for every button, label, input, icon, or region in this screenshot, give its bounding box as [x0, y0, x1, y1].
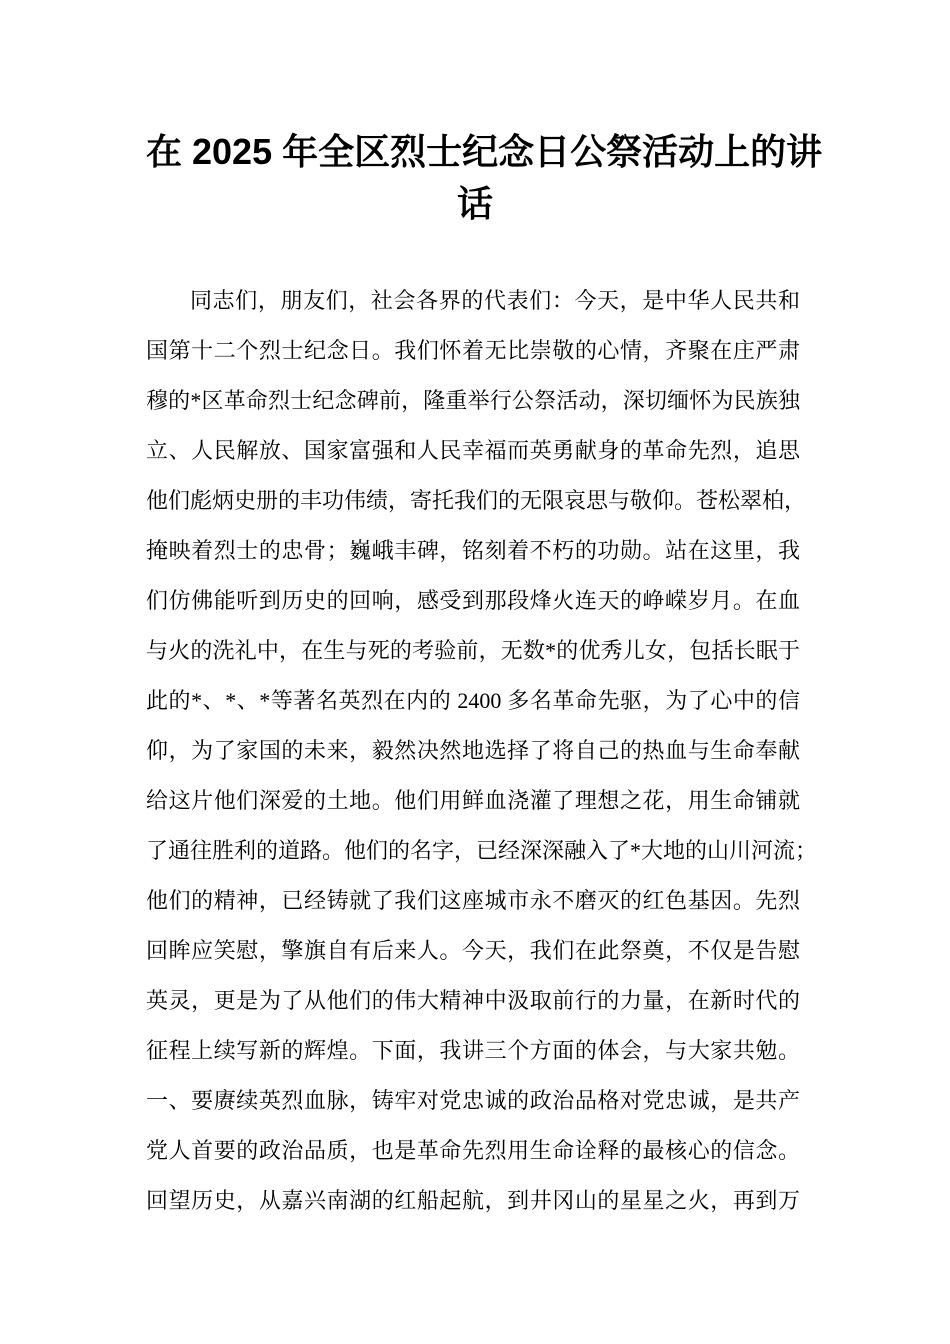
body-text-line: 征程上续写新的辉煌。下面，我讲三个方面的体会，与大家共勉。	[146, 1038, 800, 1063]
body-text-line: 回眸应笑慰，擎旗自有后来人。今天，我们在此祭奠，不仅是告慰	[146, 938, 800, 963]
document-title-line: 话	[456, 183, 493, 224]
document-title-line: 在 2025 年全区烈士纪念日公祭活动上的讲	[146, 131, 823, 172]
body-text-line: 同志们，朋友们，社会各界的代表们：今天，是中华人民共和	[190, 288, 800, 313]
body-text-line: 此的*、*、*等著名英烈在内的 2400 多名革命先驱，为了心中的信	[146, 688, 800, 713]
document-title	[146, 126, 823, 230]
body-text-line: 党人首要的政治品质，也是革命先烈用生命诠释的最核心的信念。	[146, 1138, 800, 1163]
body-text-line: 立、人民解放、国家富强和人民幸福而英勇献身的革命先烈，追思	[146, 438, 800, 463]
body-text-line: 回望历史，从嘉兴南湖的红船起航，到井冈山的星星之火，再到万	[146, 1188, 800, 1213]
body-text-line: 与火的洗礼中，在生与死的考验前，无数*的优秀儿女，包括长眠于	[146, 638, 800, 663]
body-text-line: 给这片他们深爱的土地。他们用鲜血浇灌了理想之花，用生命铺就	[146, 788, 800, 813]
body-text-line: 们仿佛能听到历史的回响，感受到那段烽火连天的峥嵘岁月。在血	[146, 588, 800, 613]
body-text-line: 了通往胜利的道路。他们的名字，已经深深融入了*大地的山川河流；	[146, 838, 818, 863]
body-text-line: 掩映着烈士的忠骨；巍峨丰碑，铭刻着不朽的功勋。站在这里，我	[146, 538, 800, 563]
body-text-line: 他们的精神，已经铸就了我们这座城市永不磨灭的红色基因。先烈	[146, 888, 800, 913]
body-text-line: 仰，为了家国的未来，毅然决然地选择了将自己的热血与生命奉献	[146, 738, 800, 763]
body-text-line: 英灵，更是为了从他们的伟大精神中汲取前行的力量，在新时代的	[146, 988, 800, 1013]
body-text-line: 国第十二个烈士纪念日。我们怀着无比崇敬的心情，齐聚在庄严肃	[146, 338, 800, 363]
document-body-paragraph	[146, 276, 818, 1226]
body-text-line: 一、要赓续英烈血脉，铸牢对党忠诚的政治品格对党忠诚，是共产	[146, 1088, 800, 1113]
body-text-line: 他们彪炳史册的丰功伟绩，寄托我们的无限哀思与敬仰。苍松翠柏，	[146, 488, 807, 513]
body-text-line: 穆的*区革命烈士纪念碑前，隆重举行公祭活动，深切缅怀为民族独	[146, 388, 800, 413]
